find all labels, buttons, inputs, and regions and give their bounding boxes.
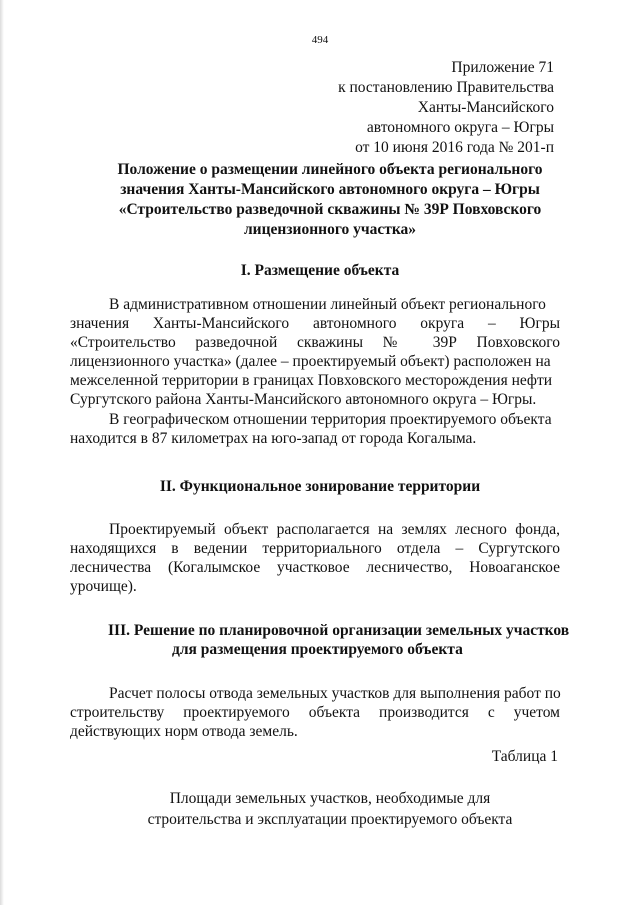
paragraph-line: лесничества (Когалымское участковое лесничество, Новоаганское [70, 559, 560, 576]
appendix-line: Ханты-Мансийского [417, 99, 554, 116]
caption-line: Площади земельных участков, необходимые для [169, 790, 491, 807]
paragraph-line: лицензионного участка» (далее – проектируемый объект) расположен на [70, 353, 551, 370]
appendix-line: от 10 июня 2016 года № 201-п [355, 139, 554, 156]
scan-edge [0, 0, 4, 905]
paragraph-line: «Строительство разведочной скважины № 39Р Повховского [70, 334, 560, 351]
section-3-heading: III. Решение по планировочной организации земельных участков [108, 622, 570, 639]
title-line: лицензионного участка» [243, 221, 417, 238]
section-1-heading: I. Размещение объекта [240, 262, 400, 279]
caption-line: строительства и эксплуатации проектируемого объекта [147, 811, 513, 828]
paragraph-line: В географическом отношении территория проектируемого объекта [109, 411, 552, 428]
paragraph-line: находящихся в ведении территориального отдела – Сургутского [70, 540, 560, 557]
table-label: Таблица 1 [491, 748, 558, 765]
paragraph-line: действующих норм отвода земель. [70, 723, 298, 740]
section-2-paragraph-1 [70, 520, 560, 596]
section-3-heading-cont: для размещения проектируемого объекта [172, 641, 463, 658]
table-caption [80, 788, 580, 830]
paragraph-line: В административном отношении линейный объект регионального [109, 296, 546, 313]
paragraph-line: строительству проектируемого объекта производится с учетом [70, 704, 560, 721]
section-1-paragraph-2 [70, 410, 560, 448]
appendix-line: автономного округа – Югры [366, 119, 554, 136]
paragraph-line: значения Ханты-Мансийского автономного округа – Югры [70, 315, 560, 332]
document-title [80, 160, 580, 240]
title-line: Положение о размещении линейного объекта регионального [117, 161, 543, 178]
appendix-line: Приложение 71 [451, 59, 554, 76]
paragraph-line: урочище). [70, 578, 137, 595]
appendix-line: к постановлению Правительства [338, 79, 554, 96]
paragraph-line: находится в 87 километрах на юго-запад от города Когалыма. [70, 430, 477, 447]
paragraph-line: межселенной территории в границах Повховского месторождения нефти [70, 372, 553, 389]
title-line: «Строительство разведочной скважины № 39Р Повховского [118, 201, 542, 218]
section-1-paragraph-1 [70, 295, 560, 409]
paragraph-line: Проектируемый объект располагается на землях лесного фонда, [109, 521, 560, 538]
paragraph-line: Расчет полосы отвода земельных участков для выполнения работ по [109, 685, 561, 702]
page-number: 494 [311, 34, 329, 46]
section-2-heading: II. Функциональное зонирование территории [159, 478, 481, 495]
title-line: значения Ханты-Мансийского автономного округа – Югры [120, 181, 540, 198]
section-3-paragraph-1 [70, 684, 560, 741]
appendix-block [338, 58, 554, 158]
paragraph-line: Сургутского района Ханты-Мансийского автономного округа – Югры. [70, 391, 537, 408]
